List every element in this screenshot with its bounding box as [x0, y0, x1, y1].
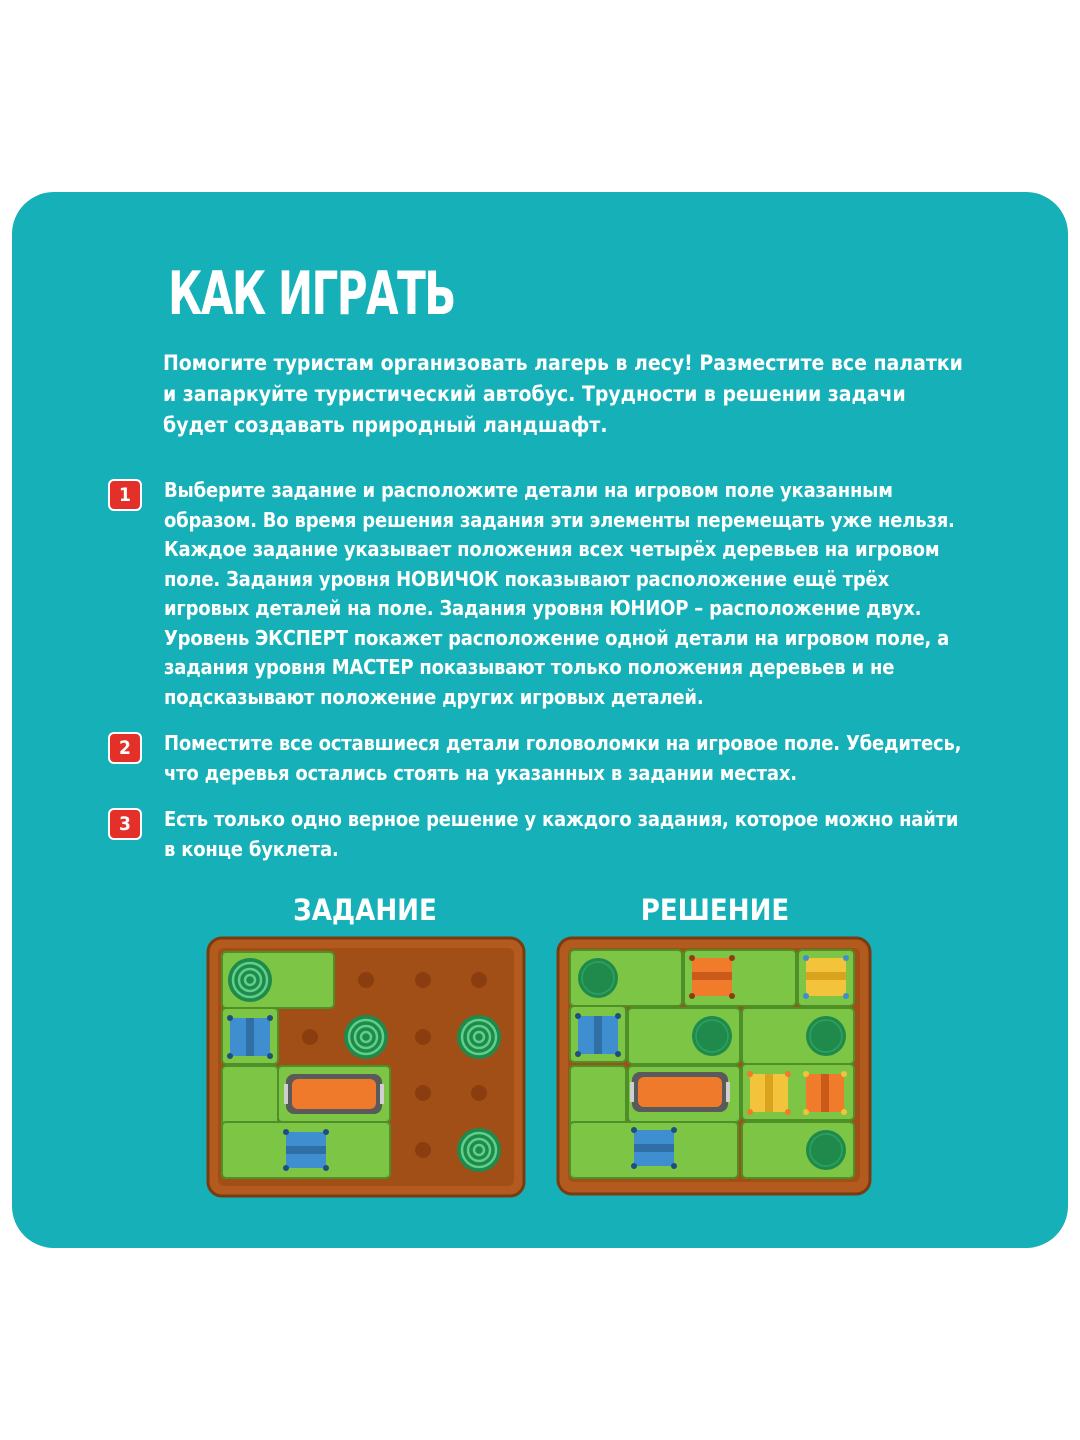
- step-number-badge: 3: [108, 808, 142, 840]
- tree-icon: [578, 958, 618, 998]
- step-number-badge: 1: [108, 479, 142, 511]
- tent-icon: [575, 1013, 621, 1057]
- bus-icon: [284, 1074, 384, 1114]
- tent-icon: [747, 1071, 791, 1115]
- step-text: Выберите задание и расположите детали на игровом поле указанным образом. Во время решения задания эти элементы перемещать уже нельзя. Каждое задание указывает положения всех четырёх деревьев на игровом поле. Задания уровня НОВИЧОК показывают расположение ещё трёх игровых деталей на поле. Задания уровня ЮНИОР – расположение двух. Уровень ЭКСПЕРТ покажет расположение одной детали на игровом поле, а задания уровня МАСТЕР показывают только положения деревьев и не подсказывают положение других игровых деталей.: [164, 478, 955, 709]
- tent-icon: [631, 1127, 677, 1169]
- tree-icon: [806, 1016, 846, 1056]
- task-caption: ЗАДАНИЕ: [293, 893, 437, 927]
- step-number-badge: 2: [108, 732, 142, 764]
- tree-icon: [692, 1016, 732, 1056]
- solution-caption: РЕШЕНИЕ: [640, 893, 790, 927]
- tree-icon: [457, 1128, 501, 1172]
- tent-icon: [283, 1129, 329, 1171]
- tree-icon: [806, 1130, 846, 1170]
- task-board: [206, 936, 526, 1200]
- tent-icon: [803, 1071, 847, 1115]
- page-title: КАК ИГРАТЬ: [168, 259, 455, 329]
- tent-icon: [803, 955, 849, 999]
- tent-icon: [689, 955, 735, 999]
- intro-text: Помогите туристам организовать лагерь в лесу! Разместите все палатки и запаркуйте туристический автобус. Трудности в решении задачи будет создавать природный ландшафт.: [163, 351, 963, 437]
- step-text: Есть только одно верное решение у каждого задания, которое можно найти в конце буклета.: [164, 807, 959, 861]
- bus-icon: [630, 1072, 730, 1112]
- tree-icon: [344, 1015, 388, 1059]
- solution-board: [556, 936, 872, 1196]
- tree-icon: [228, 958, 272, 1002]
- step-text: Поместите все оставшиеся детали головоломки на игровое поле. Убедитесь, что деревья остались стоять на указанных в задании местах.: [164, 731, 962, 785]
- tent-icon: [227, 1015, 273, 1059]
- tree-icon: [457, 1015, 501, 1059]
